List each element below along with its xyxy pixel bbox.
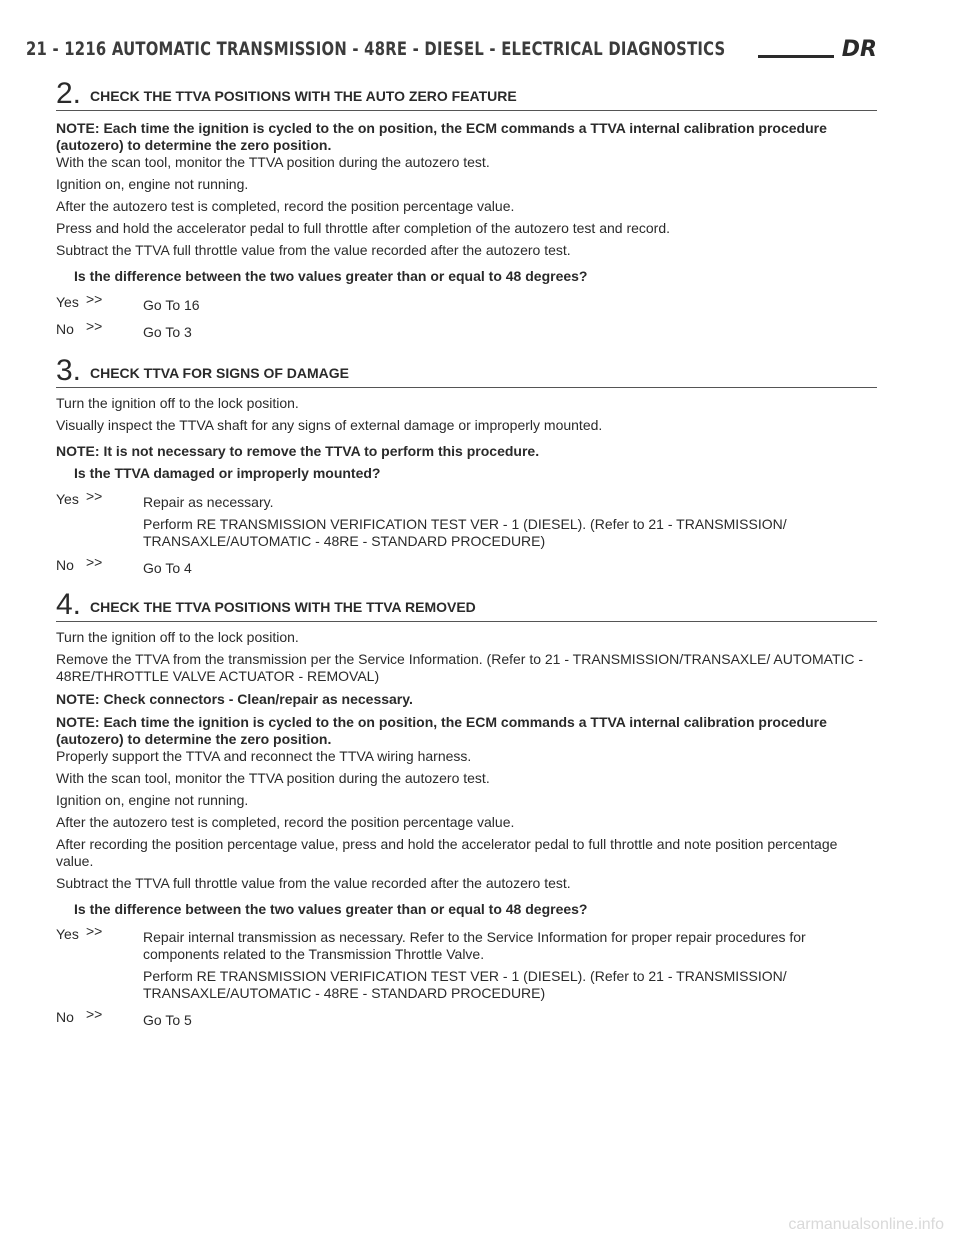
question: Is the TTVA damaged or improperly mounted? [74, 465, 381, 481]
page-header [26, 38, 877, 68]
answer-no [56, 318, 877, 341]
section-title: CHECK TTVA FOR SIGNS OF DAMAGE [90, 365, 349, 381]
section-title: CHECK THE TTVA POSITIONS WITH THE TTVA REMOVED [90, 599, 476, 615]
answer-no [56, 1006, 877, 1029]
section-2 [56, 77, 877, 341]
answer-yes [56, 291, 877, 314]
yes-label: Yes [56, 926, 79, 942]
section-heading [56, 588, 877, 622]
answer-yes [56, 923, 877, 1002]
section-number: 4. [56, 588, 82, 621]
header-title: 21 - 1216 AUTOMATIC TRANSMISSION - 48RE - DIESEL - ELECTRICAL DIAGNOSTICS [26, 38, 726, 60]
note: NOTE: It is not necessary to remove the TTVA to perform this procedure. [56, 443, 540, 459]
arrow-icon: >> [86, 923, 103, 939]
note: NOTE: Each time the ignition is cycled to the on position, the ECM commands a TTVA internal calibration procedure (autozero) to determine the zero position. [56, 120, 827, 153]
yes-label: Yes [56, 294, 79, 310]
question: Is the difference between the two values greater than or equal to 48 degrees? [74, 268, 588, 284]
no-label: No [56, 321, 74, 337]
step: Subtract the TTVA full throttle value from the value recorded after the autozero test. [56, 875, 571, 891]
header-rule [758, 55, 834, 58]
section-title: CHECK THE TTVA POSITIONS WITH THE AUTO ZERO FEATURE [90, 88, 517, 104]
step: Subtract the TTVA full throttle value from the value recorded after the autozero test. [56, 242, 571, 258]
section-4 [56, 588, 877, 1029]
section-3 [56, 354, 877, 577]
arrow-icon: >> [86, 488, 103, 504]
answer-text: Repair internal transmission as necessary. Refer to the Service Information for proper repair procedures for components related to the Transmission Throttle Valve. [143, 929, 806, 962]
section-heading [56, 354, 877, 388]
arrow-icon: >> [86, 291, 103, 307]
section-number: 3. [56, 354, 82, 387]
answer-text: Repair as necessary. [143, 494, 274, 510]
arrow-icon: >> [86, 318, 103, 334]
yes-label: Yes [56, 491, 79, 507]
question: Is the difference between the two values greater than or equal to 48 degrees? [74, 901, 588, 917]
step: With the scan tool, monitor the TTVA position during the autozero test. [56, 770, 490, 786]
step: With the scan tool, monitor the TTVA position during the autozero test. [56, 154, 490, 170]
step: After the autozero test is completed, record the position percentage value. [56, 198, 515, 214]
answer-text: Go To 5 [143, 1012, 192, 1028]
step: Properly support the TTVA and reconnect the TTVA wiring harness. [56, 748, 472, 764]
no-label: No [56, 1009, 74, 1025]
answer-subtext: Perform RE TRANSMISSION VERIFICATION TEST VER - 1 (DIESEL). (Refer to 21 - TRANSMISSION/ TRANSAXLE/AUTOMATIC - 48RE - STANDARD PROCEDURE) [143, 516, 787, 549]
step: Visually inspect the TTVA shaft for any signs of external damage or improperly mounted. [56, 417, 603, 433]
note: NOTE: Each time the ignition is cycled to the on position, the ECM commands a TTVA internal calibration procedure (autozero) to determine the zero position. [56, 714, 827, 747]
answer-text: Go To 4 [143, 560, 192, 576]
answer-subtext: Perform RE TRANSMISSION VERIFICATION TEST VER - 1 (DIESEL). (Refer to 21 - TRANSMISSION/ TRANSAXLE/AUTOMATIC - 48RE - STANDARD PROCEDURE) [143, 968, 787, 1001]
arrow-icon: >> [86, 1006, 103, 1022]
step: Ignition on, engine not running. [56, 792, 249, 808]
no-label: No [56, 557, 74, 573]
watermark-link[interactable]: carmanualsonline.info [788, 1216, 944, 1233]
section-heading [56, 77, 877, 111]
step: Ignition on, engine not running. [56, 176, 249, 192]
note: NOTE: Check connectors - Clean/repair as necessary. [56, 691, 413, 707]
answer-text: Go To 3 [143, 324, 192, 340]
step: Press and hold the accelerator pedal to full throttle after completion of the autozero test and record. [56, 220, 671, 236]
dr-logo: DR [841, 37, 877, 62]
step: After the autozero test is completed, record the position percentage value. [56, 814, 515, 830]
step: After recording the position percentage value, press and hold the accelerator pedal to full throttle and note position percentage value. [56, 836, 838, 869]
manual-page [26, 0, 877, 1242]
step: Remove the TTVA from the transmission per the Service Information. (Refer to 21 - TRANSMISSION/TRANSAXLE/ AUTOMATIC - 48RE/THROTTLE VALVE ACTUATOR - REMOVAL) [56, 651, 864, 684]
step: Turn the ignition off to the lock position. [56, 395, 299, 411]
arrow-icon: >> [86, 554, 103, 570]
answer-no [56, 554, 877, 577]
section-number: 2. [56, 77, 82, 110]
step: Turn the ignition off to the lock position. [56, 629, 299, 645]
answer-yes [56, 488, 877, 550]
answer-text: Go To 16 [143, 297, 200, 313]
